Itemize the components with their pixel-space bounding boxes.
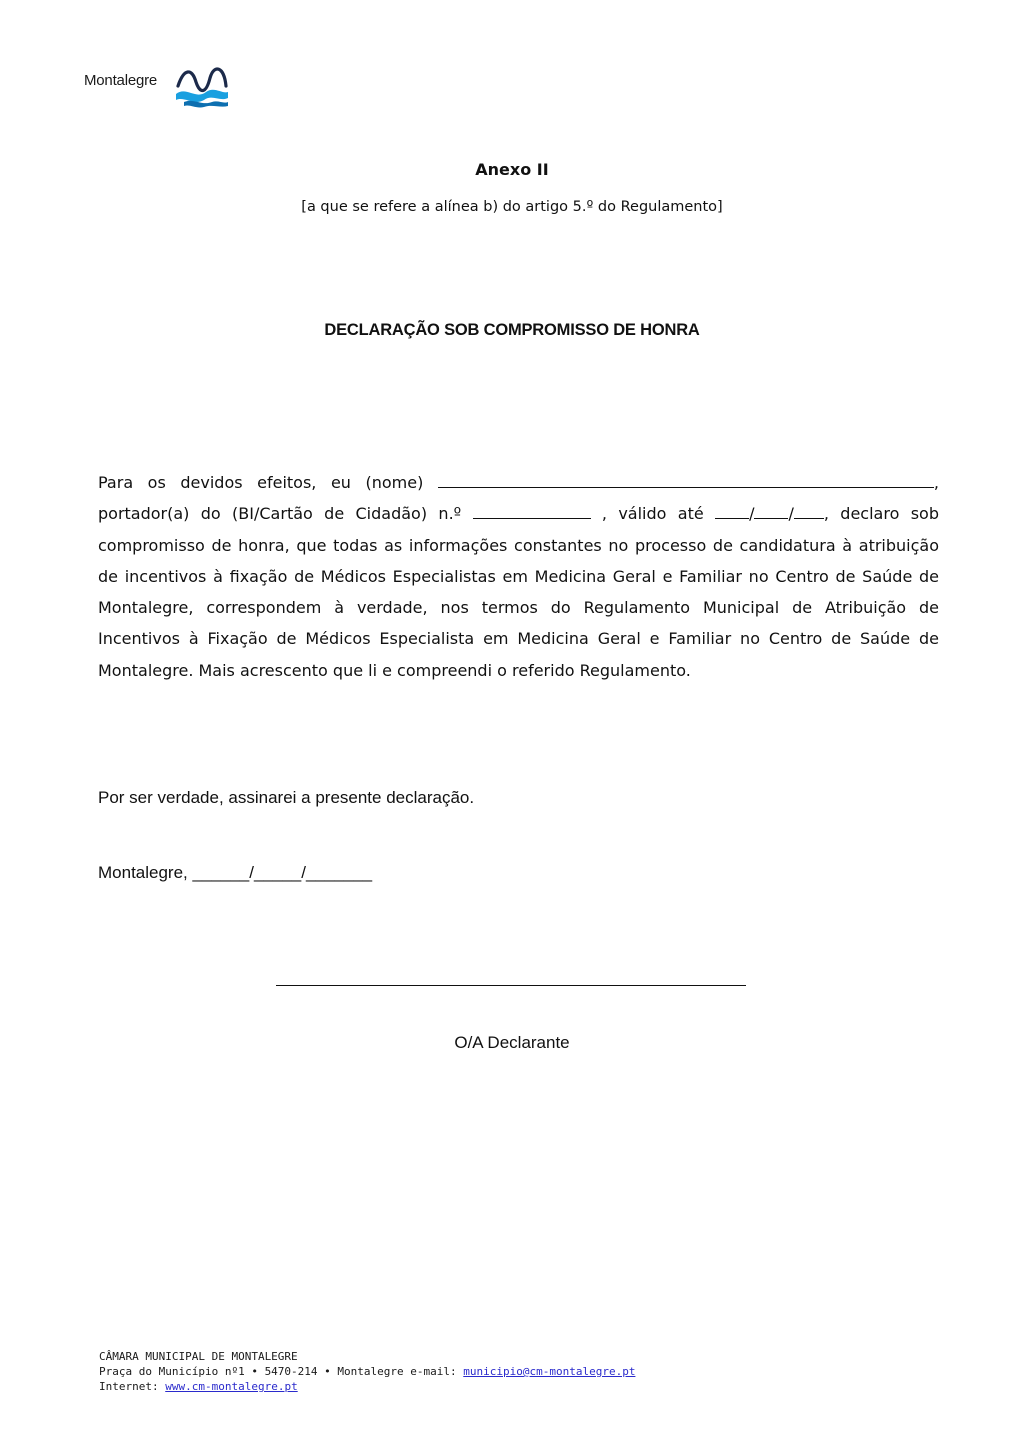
valid-year-blank	[794, 498, 824, 519]
name-blank	[438, 467, 934, 488]
date-slash: /	[749, 504, 755, 524]
footer-address	[99, 1364, 635, 1379]
annex-title: Anexo II	[475, 160, 549, 179]
annex-subtitle: [a que se refere a alínea b) do artigo 5.º do Regulamento]	[301, 199, 723, 215]
footer-internet	[99, 1379, 635, 1394]
closing-statement: Por ser verdade, assinarei a presente declaração.	[98, 788, 475, 807]
footer-email-link[interactable]: municipio@cm-montalegre.pt	[463, 1365, 636, 1378]
valid-month-blank	[754, 498, 788, 519]
footer-website-link[interactable]: www.cm-montalegre.pt	[165, 1380, 298, 1393]
id-number-blank	[473, 498, 591, 519]
body-segment-4: , declaro sob compromisso de honra, que todas as informações constantes no processo de candidatura à atribuição de incentivos à fixação de Médicos Especialistas em Medicina Geral e Familiar no Centro de Saúde de Montalegre, correspondem à verdade, nos termos do Regulamento Municipal de Atribuição de Incentivos à Fixação de Médicos Especialista em Medicina Geral e Familiar no Centro de Saúde de Montalegre. Mais acrescento que li e compreendi o referido Regulamento.	[98, 504, 939, 680]
declaration-body	[98, 467, 939, 686]
footer-address-text: Praça do Município nº1 • 5470-214 • Montalegre e-mail:	[99, 1365, 464, 1378]
montalegre-logo	[84, 64, 234, 110]
declaration-paragraph	[98, 467, 939, 686]
wave-logo-icon	[174, 64, 230, 108]
signature-line	[276, 985, 746, 986]
footer-internet-label: Internet:	[99, 1380, 166, 1393]
body-segment-2: , portador(a) do (BI/Cartão de Cidadão) n.º	[98, 473, 939, 524]
valid-day-blank	[715, 498, 749, 519]
page-footer	[99, 1349, 635, 1394]
place-date-line: Montalegre, ______/_____/_______	[98, 863, 373, 882]
body-segment-1: Para os devidos efeitos, eu (nome)	[98, 473, 438, 492]
declarant-label: O/A Declarante	[454, 1033, 570, 1052]
footer-org: CÂMARA MUNICIPAL DE MONTALEGRE	[99, 1350, 298, 1363]
declaration-title: DECLARAÇÃO SOB COMPROMISSO DE HONRA	[324, 321, 700, 339]
body-segment-3: , válido até	[590, 504, 716, 524]
date-slash: /	[788, 504, 794, 524]
logo-text: Montalegre	[84, 72, 158, 89]
